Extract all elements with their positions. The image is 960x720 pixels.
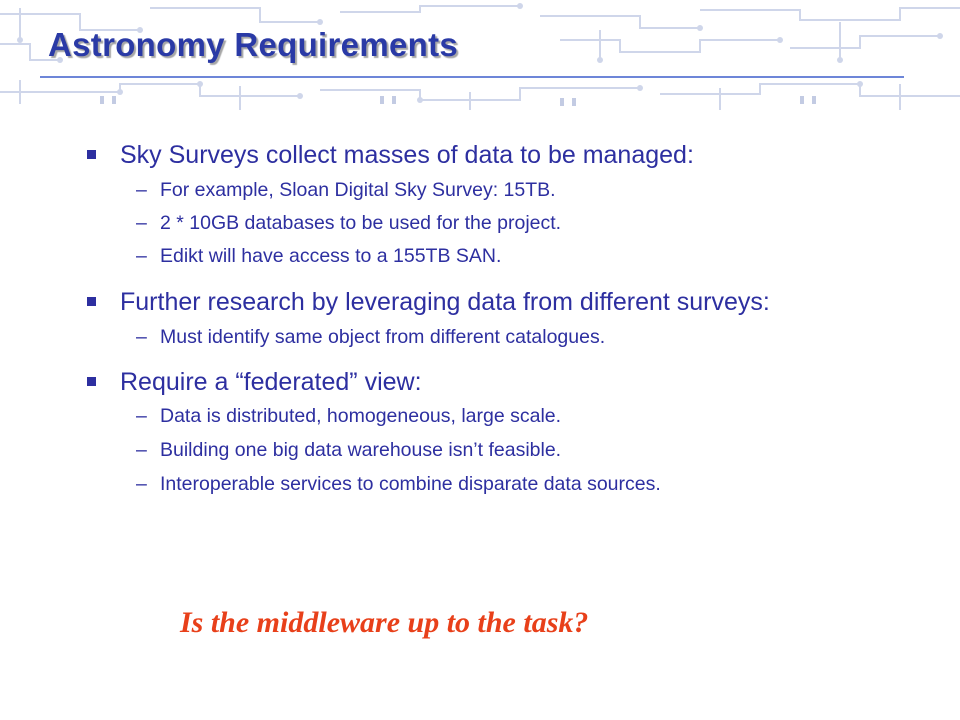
- sub-bullet-item: [84, 325, 904, 349]
- bullet-text: Further research by leveraging data from different surveys:: [120, 288, 770, 316]
- dash-marker: –: [136, 473, 147, 495]
- closing-question: Is the middleware up to the task?: [180, 606, 589, 639]
- square-bullet-icon: [87, 297, 96, 306]
- sub-bullet-text: Data is distributed, homogeneous, large scale.: [160, 405, 562, 427]
- dash-marker: –: [136, 179, 147, 201]
- bullet-item: [84, 287, 904, 317]
- bullet-list: [84, 140, 904, 496]
- sub-bullet-list: [84, 325, 904, 349]
- sub-bullet-text: 2 * 10GB databases to be used for the project.: [160, 212, 562, 234]
- sub-bullet-text: Interoperable services to combine disparate data sources.: [160, 473, 661, 495]
- square-bullet-icon: [87, 150, 96, 159]
- slide-title: Astronomy Requirements: [48, 26, 459, 63]
- sub-bullet-text: Must identify same object from different catalogues.: [160, 326, 606, 348]
- dash-marker: –: [136, 439, 147, 461]
- sub-bullet-list: [84, 404, 904, 496]
- bullet-text: Sky Surveys collect masses of data to be managed:: [120, 141, 694, 169]
- bullet-text: Require a “federated” view:: [120, 368, 422, 396]
- sub-bullet-item: [84, 472, 904, 496]
- sub-bullet-item: [84, 404, 904, 428]
- sub-bullet-item: [84, 244, 904, 268]
- dash-marker: –: [136, 326, 147, 348]
- sub-bullet-text: Edikt will have access to a 155TB SAN.: [160, 245, 502, 267]
- sub-bullet-item: [84, 211, 904, 235]
- sub-bullet-item: [84, 178, 904, 202]
- sub-bullet-item: [84, 438, 904, 462]
- bullet-item: [84, 140, 904, 170]
- title-underline: [40, 76, 904, 78]
- square-bullet-icon: [87, 377, 96, 386]
- dash-marker: –: [136, 212, 147, 234]
- sub-bullet-list: [84, 178, 904, 268]
- sub-bullet-text: Building one big data warehouse isn’t feasible.: [160, 439, 562, 461]
- bullet-item: [84, 367, 904, 397]
- dash-marker: –: [136, 405, 147, 427]
- sub-bullet-text: For example, Sloan Digital Sky Survey: 15TB.: [160, 179, 556, 201]
- dash-marker: –: [136, 245, 147, 267]
